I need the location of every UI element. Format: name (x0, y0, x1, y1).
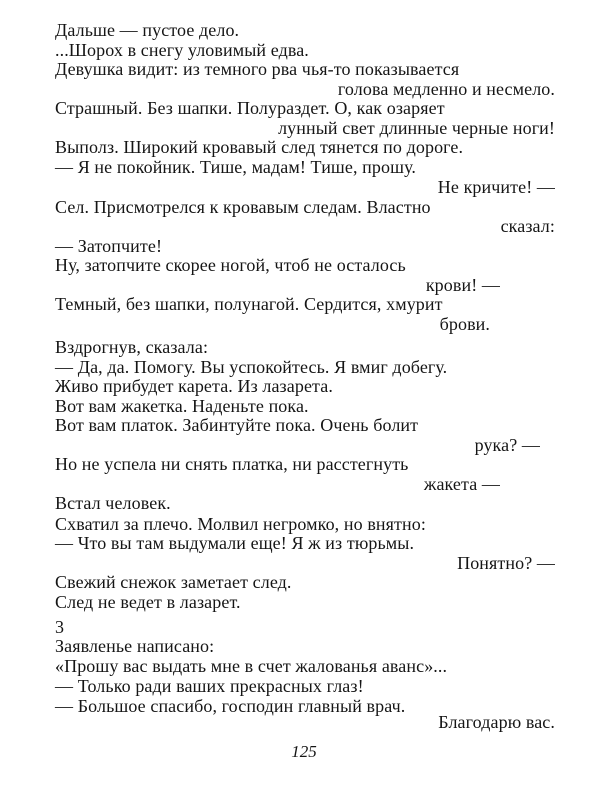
text-line-32: «Прошу вас выдать мне в счет жалованья аванс»... (55, 656, 448, 676)
text-line-15: Темный, без шапки, полунагой. Сердится, хмурит (55, 294, 443, 314)
text-line-8: — Я не покойник. Тише, мадам! Тише, прошу. (55, 157, 416, 177)
text-line-5: Страшный. Без шапки. Полураздет. О, как озаряет (55, 98, 445, 118)
text-line-22: рука? — (474, 435, 540, 455)
text-line-12: — Затопчите! (55, 236, 163, 256)
text-line-2: ...Шорох в снегу уловимый едва. (55, 40, 309, 60)
text-line-4: голова медленно и несмело. (337, 79, 555, 99)
text-line-21: Вот вам платок. Забинтуйте пока. Очень болит (55, 415, 419, 435)
text-line-23: Но не успела ни снять платка, ни расстегнуть (55, 454, 409, 474)
text-line-1: Дальше — пустое дело. (55, 20, 240, 40)
text-line-28: Понятно? — (457, 553, 555, 573)
text-line-7: Выполз. Широкий кровавый след тянется по дороге. (55, 137, 464, 157)
text-line-20: Вот вам жакетка. Наденьте пока. (55, 396, 309, 416)
text-line-9: Не кричите! — (437, 177, 555, 197)
text-line-19: Живо прибудет карета. Из лазарета. (55, 376, 333, 396)
text-line-33: — Только ради ваших прекрасных глаз! (55, 676, 364, 696)
text-line-30: След не ведет в лазарет. (55, 592, 241, 612)
text-line-29: Свежий снежок заметает след. (55, 572, 292, 592)
text-line-34: — Большое спасибо, господин главный врач. (55, 696, 406, 716)
text-line-13: Ну, затопчите скорее ногой, чтоб не осталось (55, 255, 406, 275)
text-line-3: Девушка видит: из темного рва чья-то показывается (55, 59, 460, 79)
section-number: 3 (55, 617, 65, 637)
text-line-31: Заявленье написано: (55, 636, 215, 656)
text-line-27: — Что вы там выдумали еще! Я ж из тюрьмы. (55, 533, 415, 553)
text-line-10: Сел. Присмотрелся к кровавым следам. Властно (55, 197, 431, 217)
text-line-25: Встал человек. (55, 493, 171, 513)
text-line-16: брови. (439, 314, 490, 334)
text-line-14: крови! — (425, 275, 500, 295)
text-line-24: жакета — (423, 474, 500, 494)
text-line-11: сказал: (500, 216, 555, 236)
text-line-6: лунный свет длинные черные ноги! (278, 118, 555, 138)
page-number: 125 (291, 742, 317, 761)
text-line-17: Вздрогнув, сказала: (55, 337, 209, 357)
text-line-35: Благодарю вас. (438, 712, 555, 732)
text-line-18: — Да, да. Помогу. Вы успокойтесь. Я вмиг добегу. (55, 357, 448, 377)
text-line-26: Схватил за плечо. Молвил негромко, но внятно: (55, 514, 426, 534)
